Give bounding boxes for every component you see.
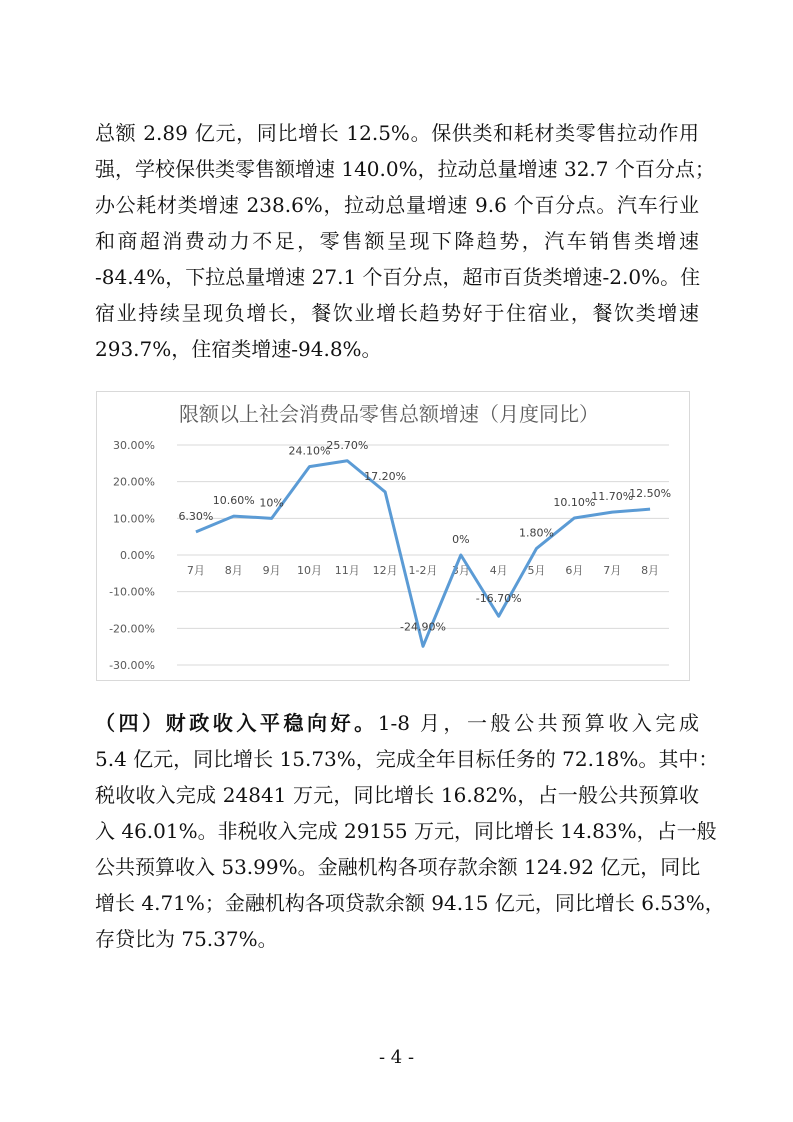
paragraph-line: 宿业持续呈现负增长，餐饮业增长趋势好于住宿业，餐饮类增速	[95, 301, 699, 325]
data-label: 10%	[259, 496, 284, 510]
x-tick-label: 12月	[372, 564, 398, 577]
data-label: -16.70%	[475, 592, 522, 606]
paragraph-line: 公共预算收入 53.99%。金融机构各项存款余额 124.92 亿元，同比	[95, 855, 701, 879]
y-tick-label: -30.00%	[109, 659, 155, 672]
section-heading: （四）财政收入平稳向好。	[95, 711, 378, 735]
paragraph-retail	[95, 115, 715, 367]
y-axis-ticks	[109, 439, 155, 672]
x-tick-label: 7月	[186, 564, 205, 577]
y-tick-label: 20.00%	[113, 475, 155, 489]
y-tick-label: 0.00%	[120, 549, 155, 562]
data-label: 10.60%	[212, 494, 255, 508]
data-label: 12.50%	[629, 487, 672, 501]
paragraph-line: 强，学校保供类零售额增速 140.0%，拉动总量增速 32.7 个百分点；	[95, 157, 715, 181]
paragraph-line: 总额 2.89 亿元，同比增长 12.5%。保供类和耗材类零售拉动作用	[95, 121, 699, 145]
data-label: 0%	[452, 533, 470, 546]
x-tick-label: 10月	[296, 564, 322, 577]
paragraph-line: 5.4 亿元，同比增长 15.73%，完成全年目标任务的 72.18%。其中：	[95, 747, 719, 771]
series-line	[196, 461, 650, 647]
data-label: 11.70%	[591, 490, 634, 504]
paragraph-line: 存贷比为 75.37%。	[95, 927, 278, 951]
paragraph-line: 税收收入完成 24841 万元，同比增长 16.82%，占一般公共预算收	[95, 783, 699, 807]
paragraph-line: -84.4%，下拉总量增速 27.1 个百分点，超市百货类增速-2.0%。住	[95, 265, 701, 289]
paragraph-line: 293.7%，住宿类增速-94.8%。	[95, 337, 382, 361]
heading-line-rest: 1-8 月，一般公共预算收入完成	[377, 711, 699, 735]
x-tick-label: 11月	[334, 564, 360, 577]
chart-title: 限额以上社会消费品零售总额增速（月度同比）	[179, 402, 599, 426]
retail-growth-chart	[96, 391, 690, 681]
data-label: 1.80%	[519, 526, 555, 540]
x-tick-label: 7月	[603, 564, 622, 577]
x-axis-ticks	[187, 564, 659, 577]
x-tick-label: 6月	[565, 564, 584, 577]
paragraph-line: 和商超消费动力不足，零售额呈现下降趋势，汽车销售类增速	[95, 229, 699, 253]
paragraph-line: 入 46.01%。非税收入完成 29155 万元，同比增长 14.83%，占一般	[95, 819, 717, 843]
y-tick-label: 30.00%	[113, 439, 155, 452]
paragraph-line: 增长 4.71%；金融机构各项贷款余额 94.15 亿元，同比增长 6.53%，	[95, 891, 725, 915]
y-tick-label: 10.00%	[113, 512, 155, 526]
x-tick-label: 1-2月	[408, 564, 438, 577]
x-tick-label: 9月	[262, 564, 281, 577]
data-labels	[178, 439, 671, 634]
page-number: - 4 -	[378, 1047, 415, 1068]
x-tick-label: 4月	[489, 564, 508, 577]
x-tick-label: 5月	[527, 564, 546, 577]
x-tick-label: 3月	[451, 564, 470, 577]
x-tick-label: 8月	[224, 564, 243, 577]
paragraph-line: 办公耗材类增速 238.6%，拉动总量增速 9.6 个百分点。汽车行业	[95, 193, 699, 217]
data-label: -24.90%	[400, 620, 446, 634]
data-label: 25.70%	[326, 438, 369, 452]
paragraph-line	[95, 705, 699, 741]
chart-svg	[97, 392, 689, 680]
x-tick-label: 8月	[641, 564, 660, 577]
y-tick-label: -20.00%	[109, 622, 155, 636]
y-tick-label: -10.00%	[109, 585, 155, 599]
paragraph-fiscal	[95, 705, 725, 957]
data-label: 24.10%	[288, 444, 331, 458]
data-label: 6.30%	[178, 509, 214, 523]
data-label: 17.20%	[364, 469, 407, 483]
data-label: 10.10%	[553, 495, 596, 509]
